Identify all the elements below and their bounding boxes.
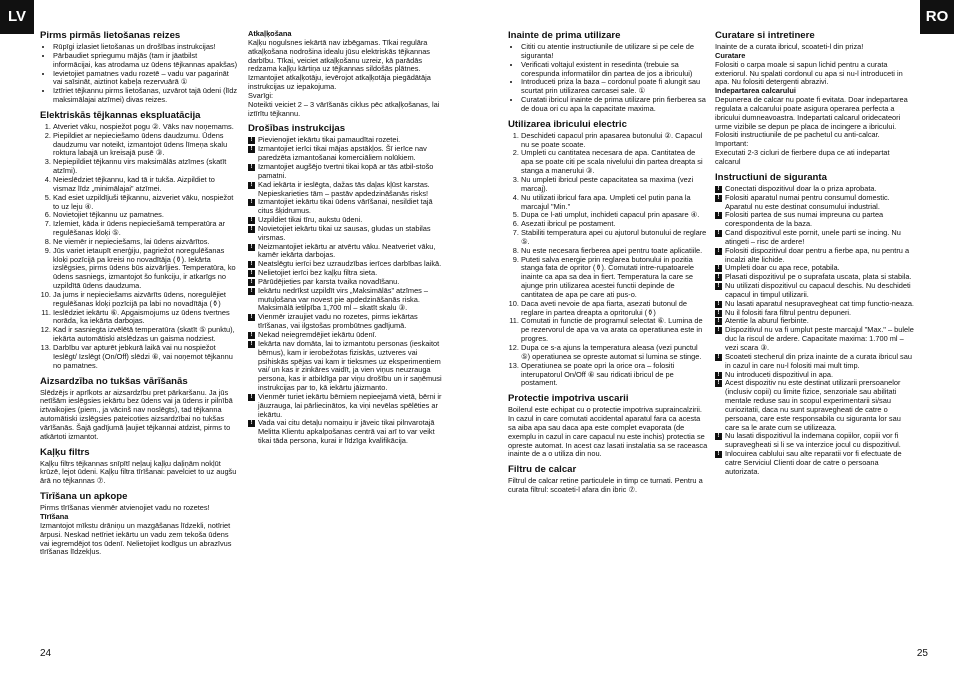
language-tab-lv: LV [0, 0, 34, 34]
subheading-descaling-ro: Indepartarea calcarului [715, 86, 796, 96]
safety-warning-item: ! Nu lasati aparatul nesupravegheat cat timp functio-neaza. [715, 300, 915, 309]
safety-warning-item: ! Folositi partea de sus numai impreuna cu partea corespondenta de la baza. [715, 211, 915, 229]
safety-list-ro [715, 185, 915, 477]
text-cleaning-ro: Inainte de a curata ibricul, scoateti-l din priza! [715, 42, 864, 51]
safety-warning-item: ! Acest dispozitiv nu este destinat utilizarii prersoanelor (inclusiv copii) cu limite fizice, senzoriale sau abilitati mentale reduse sau in scopul experimentarii si/sau curiozitatii, daca nu sunt supravegheati de catre o persoana, care este responsabila cu siguranta lor sau care sa le arate cum se utilizeaza. [715, 379, 915, 432]
list-item: 9. Puteti salva energie prin reglarea butonului in pozitia stanga fata de opritor (⚱). Comutati intre-rupatoarele inainte ca apa sa dea in fiert. Temperatura la care se ajunge prin utilizarea acestei functii depinde de cantitatea de apa pe care ati pus-o. [521, 256, 708, 300]
list-first-use-lv [40, 43, 238, 105]
list-item: 5. Dupa ce l-ati umplut, inchideti capacul prin apasare ④. [521, 211, 708, 220]
safety-warning-item: ! Inlocuirea cablului sau alte reparatii vor fi efectuate de catre Serviciul Clienti doar de catre o persoana autorizata. [715, 450, 915, 477]
list-item: 2. Piepildiet ar nepieciešamo ūdens daudzumu. Ūdens daudzumu var noteikt, izmantojot ūdens līmeņa skalu roktura labajā un kreisajā pusē ③. [53, 132, 238, 159]
safety-warning-item: ! Pievienojiet iekārtu tikai pamaudītai rozetei. [248, 136, 444, 145]
heading-filter-lv: Kaļķu filtrs [40, 446, 90, 458]
list-item: 8. Ne viemēr ir nepieciešams, lai ūdens aizvārītos. [53, 238, 238, 247]
safety-warning-item: ! Nu il folositi fara filtrul pentru depuneri. [715, 309, 915, 318]
column-lv-left [40, 30, 238, 557]
page-number-right: 25 [916, 648, 928, 659]
list-item: • Pārbaudiet spriegumu mājās (tam ir jāatbilst informācijai, kas atrodama uz ūdens tējkannas apakšas) [53, 52, 238, 70]
heading-descaling-lv: Atkaļķošana [248, 29, 292, 38]
text-filter-ro: Filtrul de calcar retine particulele in timp ce turnati. Pentru a curata filtrul: scoateti-l afara din ibric ⑦. [508, 476, 703, 495]
list-item: • Cititi cu atentie instructiunile de utilizare si pe cele de siguranta! [521, 43, 708, 61]
list-item: • Introduceti priza la baza – cordonul poate fi alungit sau scurtat prin utilizarea carcasei sale. ① [521, 78, 708, 96]
safety-warning-item: ! Folositi aparatul numai pentru consumul domestic. Aparatul nu este destinat consumului industrial. [715, 194, 915, 212]
safety-warning-item: ! Atentie la aburul fierbinte. [715, 317, 915, 326]
list-item: 1. Atveriet vāku, nospiežot pogu ②. Vāks nav noņemams. [53, 123, 238, 132]
list-item: 7. Izlemiet, kāda ir ūdens nepieciešamā temperatūra ar regulēšanas kloķi ⑤. [53, 220, 238, 238]
safety-warning-item: ! Pārūdējieties par karsta tvaika novadīšanu. [248, 278, 444, 287]
column-ro-right [715, 30, 915, 477]
page-number-left: 24 [40, 648, 52, 659]
text-descaling-note-lv: Noteikti veiciet 2 – 3 vārīšanās ciklus pēc atkaļķošanas, lai iztīrītu tējkannu. [248, 99, 440, 118]
list-item: 11. Comutati in functie de programul selectat ⑥. Lumina de pe rezervorul de apa va va arata ca operatiunea este in progres. [521, 317, 708, 344]
subheading-cleaning-ro: Curatare [715, 50, 746, 60]
heading-safety-ro: Instructiuni de siguranta [715, 171, 827, 183]
safety-warning-item: ! Dispozitivul nu va fi umplut peste marcajul "Max." – bulele duc la riscul de ardere. Capacitate maxima: 1.700 ml – vezi scara ③. [715, 326, 915, 353]
list-item: 3. Nu umpleti ibricul peste capacitatea sa maxima (vezi marcaj). [521, 176, 708, 194]
text-descaling-ro: Depunerea de calcar nu poate fi evitata. Doar indepartarea regulata a calcarului poate asigura operarea perfecta a ibricului dumneavoastra. Indepartati calcarul oridecateori urme vizibile se depun pe placa de incingere a ibricului. Folositi instructiunile de pe pachetul cu anti-calcar. [715, 95, 908, 140]
safety-warning-item: ! Nu introduceti dispozitivul in apa. [715, 371, 915, 380]
list-item: 3. Nepiepildiet tējkannu virs maksimālās atzīmes (skatīt atzīmi). [53, 158, 238, 176]
list-operation-lv [40, 123, 238, 371]
list-item: 10. Daca aveti nevoie de apa fiarta, asezati butonul de reglare in partea dreapta a opritorului (⚱) [521, 300, 708, 318]
text-filter-lv: Kaļķu filtrs tējkannas snīpītī neļauj kaļķu daļiņām nokļūt krūzē, lejot ūdeni. Kaļķu filtra tīrīšanai: pavelciet to uz augšu ārā no tējkannas ⑦. [40, 458, 237, 486]
list-first-use-ro [508, 43, 708, 114]
list-item: 4. Nu utilizati ibricul fara apa. Umpleti cel putin pana la marcajul "Min." [521, 194, 708, 212]
list-item: 9. Jūs variet ietaupīt enerģiju, pagriežot noregulēšanas kloķi pozīcijā pa kreisi no novadītāja (⚱). Iekārta izslēgsies, pirms ūdens būs aizvārījies. Temperatūra, ko ūdens sasniegs, izmantojot šo funkciju, ir atkarīgs no uzpildītā ūdens daudzuma. [53, 247, 238, 291]
heading-cleaning-lv: Tīrīšana un apkope [40, 491, 128, 503]
list-item: 13. Darbību var apturēt jebkurā laikā vai nu nospiežot Ieslēgt/ Izslēgt (On/Off) slēdzi ⑥, vai noņemot tējkannu no pamatnes. [53, 344, 238, 371]
heading-first-use-lv: Pirms pirmās lietošanas reizes [40, 30, 181, 41]
safety-warning-item: ! Neatslēgtu ierīci bez uzraudzības ierīces darbības laikā. [248, 260, 444, 269]
list-item: 6. Novietojiet tējkannu uz pamatnes. [53, 211, 238, 220]
text-important-lv: Svarīgi: [248, 90, 274, 100]
heading-filter-ro: Filtru de calcar [508, 464, 577, 476]
text-descaling-lv: Kaļķu nogulsnes iekārtā nav izbēgamas. Tīkai regulāra atkaļķošana nodrošina idealu jūsu elektriskās tējkannas darbību. Tīkai, veiciet atkaļķošanu uzreiz, kā parādās redzama kaļķu kārtiņa uz tējkannas sildošās plātnes. Izmantojiet atkaļķotāju, ievērojot atkaļķotāja piegādātāja instrukcijas uz iepakojuma. [248, 37, 431, 92]
text-descaling-note-ro: Executati 2-3 cicluri de fierbere dupa ce ati indepartat calcarul [715, 148, 890, 166]
safety-warning-item: ! Izmantojiet augšējo tvertni tikai kopā ar tās atbil-stošo pamatni. [248, 163, 444, 181]
column-ro-left [508, 30, 708, 495]
safety-warning-item: ! Nu utilizati dispozitivul cu capacul deschis. Nu deschideti capacul in timpul utilizarii. [715, 282, 915, 300]
safety-warning-item: ! Iekārta nav domāta, lai to izmantotu personas (ieskaitot bērnus), kam ir ierobežotas fiziskās, uztveres vai psihiskās spējas vai kam ir tieksmes uz eksperimentiem vai/ un kas ir zinkāres vaidīt, ja vien viņus neuzrauga persona, kas ir atbildīga par viņu drošību un ir saņēmusi instrukcijas par to, kā iekārtu jāizmanto. [248, 340, 444, 393]
safety-warning-item: ! Cand dispozitivul este pornit, unele parti se incing. Nu atingeti – risc de ardere! [715, 229, 915, 247]
heading-safety-lv: Drošības instrukcijas [248, 123, 346, 135]
column-lv-right [248, 30, 444, 446]
list-item: 13. Operatiunea se poate opri la orice ora – folositi interupatorul On/Off ⑥ sau ridicati ibricul de pe postament. [521, 362, 708, 389]
list-item: 5. Kad esiet uzpildījuši tējkannu, aizveriet vāku, nospiežot to uz leju ④. [53, 194, 238, 212]
heading-dry-protection-lv: Aizsardzība no tukšas vārīšanās [40, 375, 188, 387]
safety-warning-item: ! Neizmantojiet iekārtu ar atvērtu vāku. Neatveriet vāku, kamēr iekārta darbojas. [248, 243, 444, 261]
list-item: 12. Dupa ce s-a ajuns la temperatura aleasa (vezi punctul ⑤) operatiunea se opreste automat si lumina se stinge. [521, 344, 708, 362]
safety-warning-item: ! Kad iekārta ir ieslēgta, dažas tās daļas kļūst karstas. Nepieskarieties tām – pastāv apdedzināšanās risks! [248, 181, 444, 199]
list-item: 12. Kad ir sasniegta izvēlētā temperatūra (skatīt ⑤ punktu), iekārta automātiski atslēdzas un gaisma nodziest. [53, 326, 238, 344]
heading-first-use-ro: Inainte de prima utilizare [508, 30, 621, 41]
safety-warning-item: ! Izmantojiet iekārtu tikai ūdens vārīšanai, nesildiet tajā citus šķidrumus. [248, 198, 444, 216]
list-item: 6. Asezati ibricul pe postament. [521, 220, 708, 229]
heading-operation-ro: Utilizarea ibricului electric [508, 118, 627, 130]
list-item: • Verificati voltajul existent in resedinta (trebuie sa corespunda informatiilor din partea de jos a ibricului) [521, 61, 708, 79]
safety-warning-item: ! Iekārtu nedrīkst uzpildīt virs „Maksimālās” atzīmes – mutuļošana var novest pie apdedzināšanās riska. Maksimālā ietilpība 1,700 ml – skatīt skalu ③. [248, 287, 444, 314]
safety-warning-item: ! Vienmēr turiet iekārtu bērniem nepieejamā vietā, bērni ir jāuzrauga, lai pārliecinātos, ka viņi nevēlas spēlēties ar iekārtu. [248, 393, 444, 420]
list-item: 2. Umpleti cu cantitatea necesara de apa. Cantitatea de apa se poate citi pe scala nivelului din partea dreapta si stanga a manerului ③. [521, 149, 708, 176]
safety-warning-item: ! Nekad neiegremdējiet iekārtu ūdenī. [248, 331, 444, 340]
list-item: 11. Ieslēdziet iekārtu ⑥. Apgaismojums uz ūdens tvertnes norāda, ka iekārta darbojas. [53, 309, 238, 327]
list-item: 7. Stabiliti temperatura apei cu ajutorul butonului de reglare ⑤. [521, 229, 708, 247]
text-cleaning-detail-lv: Izmantojot mīkstu drāniņu un mazgāšanas līdzekli, notīriet ārpusi. Neskad netīriet iekārtu un vadu zem tekoša ūdens vai iegremdējot tos ūdenī. Nelietojiet kodīgus un abrazīvus tīrīšanas līdzekļus. [40, 520, 232, 557]
safety-warning-item: ! Conectati dispozitivul doar la o priza aprobata. [715, 185, 915, 194]
safety-warning-item: ! Nelietojiet ierīci bez kaļķu filtra sieta. [248, 269, 444, 278]
subheading-cleaning-lv: Tīrīšana [40, 511, 69, 521]
list-item: 4. Neieslēdziet tējkannu, kad tā ir tukša. Aizpildiet to vismaz līdz „minimālajai” atzīmei. [53, 176, 238, 194]
list-item: • Iztīriet tējkannu pirms lietošanas, uzvārot tajā ūdeni (līdz maksimālajai atzīmei) divas reizes. [53, 87, 238, 105]
text-dry-protection-lv: Slēdzējs ir aprīkots ar aizsardzību pret pārkaršanu. Ja jūs netīšām ieslēgsies iekārtu bez ūdens vai ja ūdens ir pilnībā iztvaikojies (piem., ja vācinš nav noslēgts), tad tējkanna automātiski izslēgsies pateicoties aizsardzībai no tukšas vārīšanās. Šajā gadījumā ļaujiet tējkannai atdzist, pirms to atkārtoti izmantot. [40, 387, 233, 441]
heading-cleaning-ro: Curatare si intretinere [715, 30, 815, 41]
safety-warning-item: ! Folositi dispozitivul doar pentru a fierbe apa, nu pentru a incalzi alte lichide. [715, 247, 915, 265]
safety-warning-item: ! Vienmēr izraujiet vadu no rozetes, pirms iekārtas tīrīšanas, vai ilgstošas prombūtnes gadījumā. [248, 313, 444, 331]
language-tab-ro: RO [920, 0, 954, 34]
text-dry-protection-ro: Boilerul este echipat cu o protectie impotriva supraincalzirii. In cazul in care comutati accidental aparatul fara ca acesta sa aiba apa sau daca apa este complet evaporata (de exemplu in cazul in care capacul nu este inchis) protectia se opreste automat. In acest caz lasati instalatia sa se raceasca inainte de a o utiliza din nou. [508, 405, 708, 459]
heading-dry-protection-ro: Protectie impotriva uscarii [508, 393, 629, 405]
list-operation-ro [508, 132, 708, 388]
safety-warning-item: ! Nu lasati dispozitivul la indemana copiilor, copiii vor fi supravegheati si li se va interzice jocul cu dispozitivul. [715, 432, 915, 450]
list-item: • Rūpīgi izlasiet lietošanas un drošības instrukcijas! [53, 43, 238, 52]
safety-warning-item: ! Umpleti doar cu apa rece, potabila. [715, 264, 915, 273]
list-item: 8. Nu este necesara fierberea apei pentru toate aplicatiile. [521, 247, 708, 256]
safety-warning-item: ! Plasati dispozitivul pe o suprafata uscata, plata si stabila. [715, 273, 915, 282]
safety-warning-item: ! Izmantojiet ierīci tikai mājas apstākļos. Šī ierīce nav paredzēta izmantošanai komerciāliem nolūkiem. [248, 145, 444, 163]
safety-warning-item: ! Vada vai citu detaļu nomaiņu ir jāveic tikai pilnvarotajā Melitta Klientu apkalpošanas centrā vai arī to var veikt tikai tāda persona, kurai ir līdzīga kvalifikācija. [248, 419, 444, 446]
list-item: • Ievietojiet pamatnes vadu rozetē – vadu var pagarināt vai saīsināt, aiztinot kabeļa rezervuārā ① [53, 70, 238, 88]
safety-list-lv [248, 136, 444, 446]
list-item: 1. Deschideti capacul prin apasarea butonului ②. Capacul nu se poate scoate. [521, 132, 708, 150]
heading-operation-lv: Elektriskās tējkannas ekspluatācija [40, 109, 201, 121]
safety-warning-item: ! Uzpildiet tikai tīru, aukstu ūdeni. [248, 216, 444, 225]
list-item: 10. Ja jums ir nepieciešams aizvārīts ūdens, noregulējiet regulēšanas kloķi pozīcijā pa labi no novadītāja (⚱) [53, 291, 238, 309]
text-cleaning-lv: Pirms tīrīšanas vienmēr atvienojiet vadu no rozetes! [40, 503, 210, 513]
text-important-ro: Important: [715, 139, 749, 149]
safety-warning-item: ! Scoateti stecherul din priza inainte de a curata ibricul sau in cazul in care nu-l folositi mai mult timp. [715, 353, 915, 371]
list-item: • Curatati ibricul inainte de prima utilizare prin fierberea sa de doua ori cu apa la capacitate maxima. [521, 96, 708, 114]
safety-warning-item: ! Novietojiet iekārtu tikai uz sausas, gludas un stabilas virsmas. [248, 225, 444, 243]
text-cleaning-detail-ro: Folositi o carpa moale si sapun lichid pentru a curata exteriorul. Nu spalati cordonul cu apa si nu-l introduceti in apa. Nu folositi detergenti abrazivi. [715, 59, 903, 87]
